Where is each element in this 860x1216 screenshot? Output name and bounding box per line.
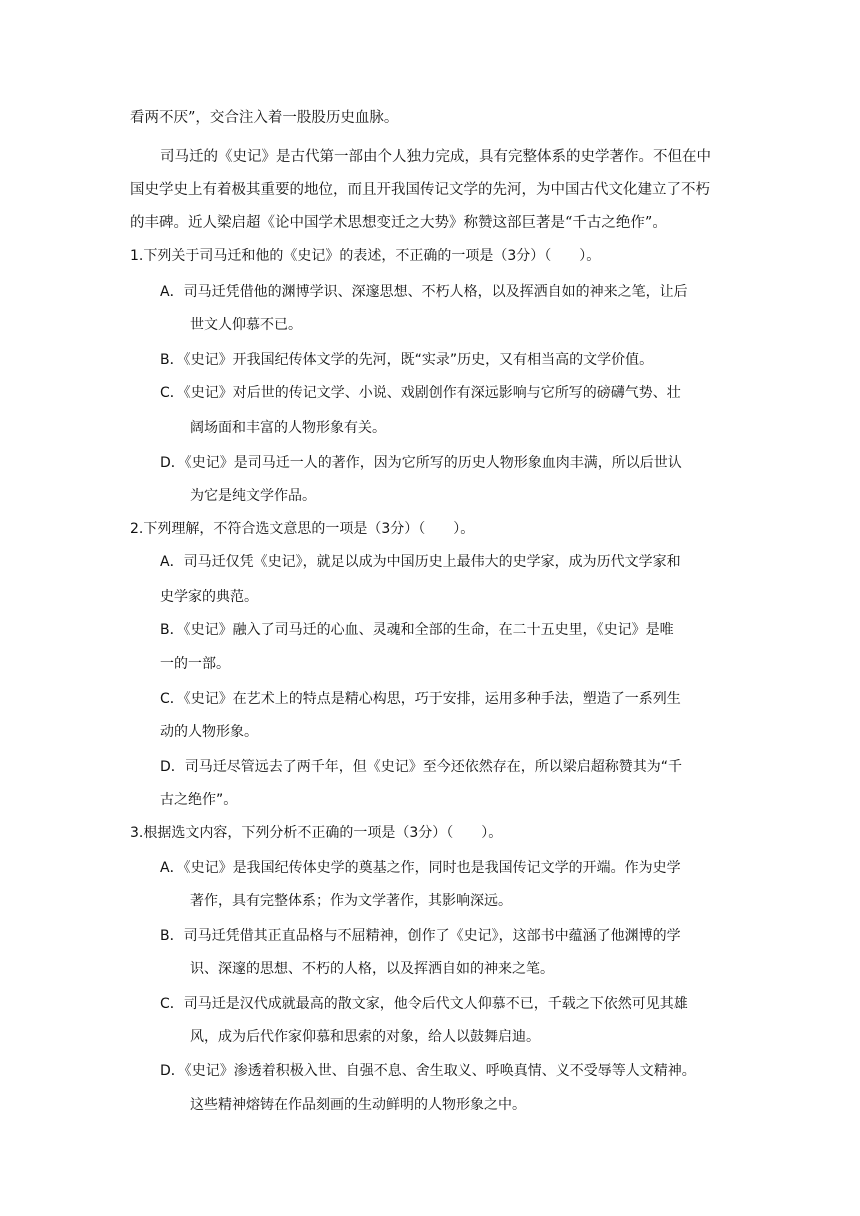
question-1-option-d-line-2: 为它是纯文学作品。 [190,488,316,504]
question-3-option-a-line-2: 著作，具有完整体系；作为文学著作，其影响深远。 [190,893,512,909]
question-3-option-b-line-1: B．司马迁凭借其正直品格与不屈精神，创作了《史记》，这部书中蕴涵了他渊博的学 [160,928,681,944]
question-2-option-a-line-1: A．司马迁仅凭《史记》，就足以成为中国历史上最伟大的史学家，成为历代文学家和 [160,554,681,570]
question-3-option-c-line-2: 风，成为后代作家仰慕和思索的对象，给人以鼓舞启迪。 [190,1029,540,1045]
question-1-stem: 1.下列关于司马迁和他的《史记》的表述，不正确的一项是（3分）（ ）。 [130,248,601,264]
question-2-option-b-line-1: B．《史记》融入了司马迁的心血、灵魂和全部的生命，在二十五史里，《史记》是唯 [160,622,674,638]
question-1-option-c-line-2: 阔场面和丰富的人物形象有关。 [190,420,386,436]
question-3-option-d-line-2: 这些精神熔铸在作品刻画的生动鲜明的人物形象之中。 [190,1097,526,1113]
question-2-stem: 2.下列理解，不符合选文意思的一项是（3分）（ ）。 [130,521,475,537]
passage-line-1: 看两不厌”，交合注入着一股股历史血脉。 [130,110,399,126]
question-2-option-c-line-1: C．《史记》在艺术上的特点是精心构思，巧于安排，运用多种手法，塑造了一系列生 [160,691,681,707]
question-2-option-a-line-2: 史学家的典范。 [160,589,258,605]
question-3-option-a-line-1: A．《史记》是我国纪传体史学的奠基之作，同时也是我国传记文学的开端。作为史学 [160,860,681,876]
passage-line-4: 的丰碑。近人梁启超《论中国学术思想变迁之大势》称赞这部巨著是“千古之绝作”。 [130,215,667,231]
passage-line-3: 国史学史上有着极其重要的地位，而且开我国传记文学的先河，为中国古代文化建立了不朽 [130,182,710,198]
question-2-option-d-line-2: 古之绝作”。 [160,792,238,808]
question-3-option-c-line-1: C．司马迁是汉代成就最高的散文家，他令后代文人仰慕不已，千载之下依然可见其雄 [160,996,688,1012]
question-3-option-b-line-2: 识、深邃的思想、不朽的人格，以及挥洒自如的神来之笔。 [190,961,554,977]
question-1-option-a-line-1: A．司马迁凭借他的渊博学识、深邃思想、不朽人格，以及挥洒自如的神来之笔，让后 [160,284,688,300]
question-2-option-b-line-2: 一的一部。 [160,656,230,672]
question-1-option-c-line-1: C．《史记》对后世的传记文学、小说、戏剧创作有深远影响与它所写的磅礴气势、壮 [160,385,681,401]
question-1-option-b-line-1: B．《史记》开我国纪传体文学的先河，既“实录”历史，又有相当高的文学价值。 [160,352,654,368]
question-3-option-d-line-1: D．《史记》渗透着积极入世、自强不息、舍生取义、呼唤真情、义不受辱等人文精神。 [160,1063,696,1079]
question-1-option-d-line-1: D．《史记》是司马迁一人的著作，因为它所写的历史人物形象血肉丰满，所以后世认 [160,455,682,471]
question-3-stem: 3.根据选文内容，下列分析不正确的一项是（3分）（ ）。 [130,825,503,841]
question-1-option-a-line-2: 世文人仰慕不已。 [190,317,302,333]
question-2-option-d-line-1: D．司马迁尽管远去了两千年，但《史记》至今还依然存在，所以梁启超称赞其为“千 [160,759,683,775]
passage-line-2: 司马迁的《史记》是古代第一部由个人独力完成，具有完整体系的史学著作。不但在中 [160,149,711,165]
question-2-option-c-line-2: 动的人物形象。 [160,724,258,740]
